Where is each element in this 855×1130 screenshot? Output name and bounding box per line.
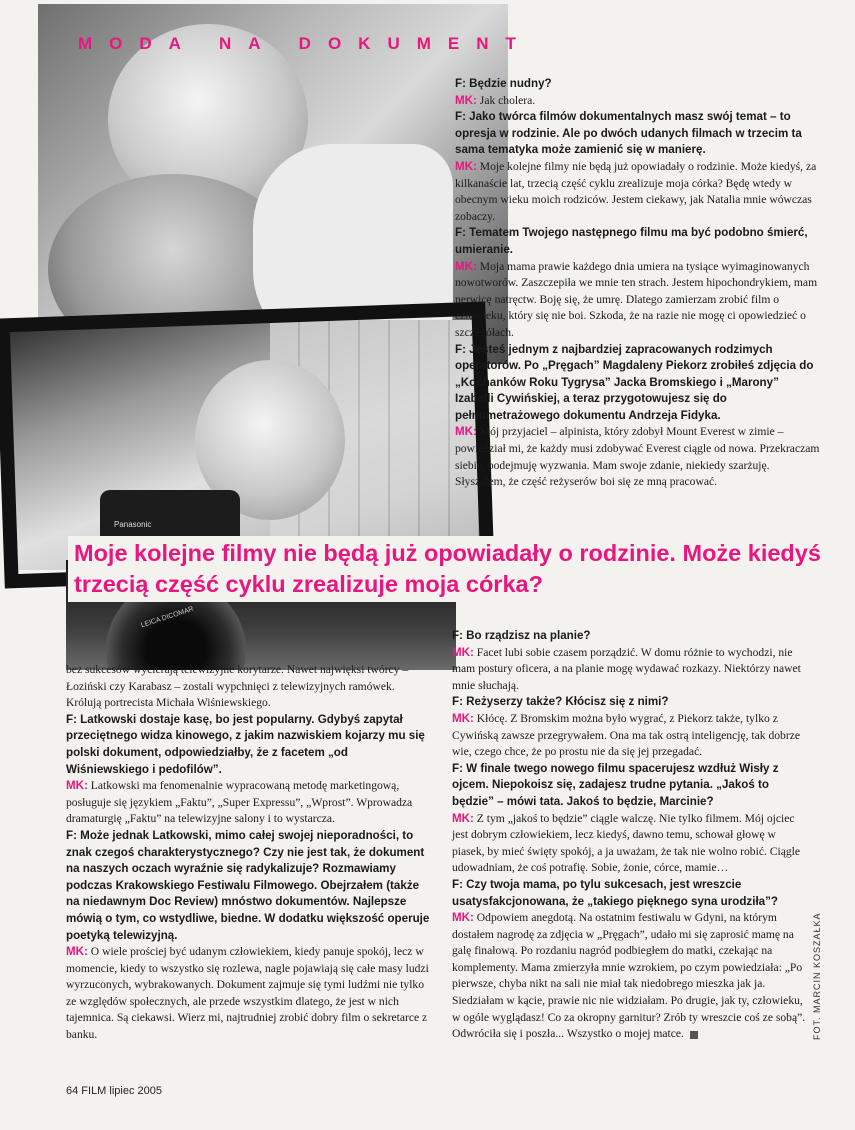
question-paragraph: F: Jako twórca filmów dokumentalnych masz swój temat – to opresja w rodzinie. Ale po dwóch udanych filmach w trzecim ta sama tematyka może zamienić się w manierę. <box>455 110 802 157</box>
answer-paragraph <box>455 259 820 342</box>
speaker-label: MK: <box>455 425 477 439</box>
section-tag: MODA NA DOKUMENT <box>78 34 533 53</box>
speaker-label: MK: <box>66 945 88 959</box>
question-paragraph: F: Będzie nudny? <box>455 77 552 90</box>
answer-text: Kłócę. Z Bromskim można było wygrać, z Piekorz także, tylko z Cywińską zawsze przegrywałem. Ona ma tak ostrą inteligencję, tak dobrze wie, czego chce, że po prostu nie da się jej przegadać. <box>452 711 800 759</box>
answer-text: Moje kolejne filmy nie będą już opowiadały o rodzinie. Może kiedyś, za kilkanaście lat, trzecią część cyklu zrealizuje moja córka? Będę wtedy w obecnym wieku moich rodziców. Jestem ciekawy, jak Natalia mnie wówczas zobaczy. <box>455 159 817 223</box>
speaker-label: MK: <box>455 259 477 273</box>
right-column-top <box>455 76 820 491</box>
answer-paragraph <box>455 93 820 110</box>
answer-paragraph <box>452 910 810 1043</box>
answer-paragraph <box>455 424 820 490</box>
speaker-label: MK: <box>66 779 88 793</box>
speaker-label: MK: <box>452 811 474 825</box>
answer-paragraph <box>66 662 432 712</box>
right-column-bottom <box>452 628 810 1043</box>
answer-text: Z tym „jakoś to będzie” ciągle walczę. Nie tylko filmem. Mój ojciec jest dobrym człowiekiem, lecz kiedyś, dawno temu, schował głowę w piasek, by mieć święty spokój, a ja uważam, że tak nie wolno robić. Ciągle udowadniam, że coś potrafię. Sobie, żonie, córce, mamie… <box>452 811 801 875</box>
answer-text: Moja mama prawie każdego dnia umiera na tysiące wyimaginowanych nowotworów. Zaszczepiła we mnie ten strach. Jestem hipochondrykiem, mam nerwicę natręctw. Boję się, że umrę. Dlatego zamierzam zrobić film o człowieku, który się nie boi. Szkoda, że na razie nie mogę ci opowiedzieć o szczegółach. <box>455 259 818 339</box>
left-column-bottom <box>66 662 432 1044</box>
answer-text: bez sukcesów wycierają telewizyjne korytarze. Nawet najwięksi twórcy – Łoziński czy Karabasz – zostali wypchnięci z telewizyjnych ramówek. Królują portrecista Michała Wiśniewskiego. <box>66 663 409 710</box>
answer-text: Latkowski ma fenomenalnie wypracowaną metodę marketingową, posługuje się językiem „Faktu”, „Super Expressu”, „Wprost”. Wprowadza dramaturgię „Faktu” na telewizyjne salony i to wystarcza. <box>66 779 413 826</box>
answer-paragraph <box>455 159 820 225</box>
camera-label: Panasonic <box>114 520 152 529</box>
answer-paragraph <box>452 645 810 695</box>
answer-text: Mój przyjaciel – alpinista, który zdobył Mount Everest w zimie – powiedział mi, że każdy musi zdobywać Everest ciągle od nowa. Przekraczam siebie, podejmuję wyzwania. Mam swoje zdanie, niekiedy szarżuję. Słyszałem, że część reżyserów boi się ze mną pracować. <box>455 425 820 489</box>
question-paragraph: F: W finale twego nowego filmu spacerujesz wzdłuż Wisły z ojcem. Niepokoisz się, zadajesz trudne pytania. „Jakoś to będzie” – mówi tata. Jakoś to będzie, Marcinie? <box>452 761 779 808</box>
speaker-label: MK: <box>455 159 477 173</box>
answer-text: Odpowiem anegdotą. Na ostatnim festiwalu w Gdyni, na którym dostałem nagrodę za zdjęcia w „Pręgach”, udało mi się zaprosić mamę na galę finałową. Po rozdaniu nagród podbiegłem do matki, czekając na komplementy. Mama zmierzyła mnie wzrokiem, po czym powiedziała: „Po pierwsze, chyba nikt na sali nie miał tak niedobrego mieszka jak ja. Siedziałam w kącie, prawie nic nie widziałam. Po drugie, jak ty, człowieku, w ogóle wyglądasz! Co za okropny garnitur? Zrób ty wreszcie coś ze sobą”. Odwróciła się i poszła... Wszystko o mojej matce. <box>452 911 806 1041</box>
speaker-label: MK: <box>452 911 474 925</box>
photo-credit: FOT. MARCIN KOSZAŁKA <box>812 912 822 1040</box>
question-paragraph: F: Latkowski dostaje kasę, bo jest popularny. Gdybyś zapytał przeciętnego widza kinowego, z jakim nazwiskiem kojarzy mu się polski dokument, odpowiedziałby, że z facetem „od Wiśniewskiego i pedofilów”. <box>66 712 425 776</box>
page-footer: 64 FILM lipiec 2005 <box>66 1085 162 1097</box>
speaker-label: MK: <box>452 645 474 659</box>
end-mark-icon <box>690 1031 698 1039</box>
speaker-label: MK: <box>455 93 477 107</box>
question-paragraph: F: Jesteś jednym z najbardziej zapracowanych rodzimych operatorów. Po „Pręgach” Magdaleny Piekorz zrobiłeś zdjęcia do „Kochanków Roku Tygrysa” Jacka Bromskiego i „Marony” Izabelli Cywińskiej, a teraz przygotowujesz się do pełnometrażowego dokumentu Andrzeja Fidyka. <box>455 342 814 422</box>
question-paragraph: F: Czy twoja mama, po tylu sukcesach, jest wreszcie usatysfakcjonowana, że „takiego pięknego syna urodziła”? <box>452 877 779 908</box>
answer-paragraph <box>452 811 810 877</box>
answer-paragraph <box>66 944 432 1044</box>
answer-text: O wiele prościej być udanym człowiekiem, kiedy panuje spokój, lecz w momencie, kiedy to wszystko się rozlewa, nagle pojawiają się całe masy ludzi wyrzuconych, wybrakowanych. Dokument zajmuje się tymi ludźmi nie tylko ze względów społecznych, ale przede wszystkim dlatego, że jest w nich tajemnica. Są ciekawsi. Wierz mi, najtrudniej zrobić dobry film o sekretarce z banku. <box>66 945 429 1042</box>
pull-quote: Moje kolejne filmy nie będą już opowiadały o rodzinie. Może kiedyś trzecią część cyklu zrealizuje moja córka? <box>68 536 838 602</box>
question-paragraph: F: Może jednak Latkowski, mimo całej swojej nieporadności, to znak czegoś charakterystycznego? Czy nie jest tak, że dokument na naszych oczach wyraźnie się radykalizuje? Rozmawiamy podczas Krakowskiego Festiwalu Filmowego. Obejrzałem (także na niedawnym Doc Review) mnóstwo dokumentów. Najlepsze mówią o tym, co wstydliwe, biedne. W dodatku większość operuje poetyką telewizyjną. <box>66 828 430 942</box>
question-paragraph: F: Tematem Twojego następnego filmu ma być podobno śmierć, umieranie. <box>455 226 808 256</box>
speaker-label: MK: <box>452 711 474 725</box>
question-paragraph: F: Bo rządzisz na planie? <box>452 629 591 642</box>
answer-paragraph <box>452 711 810 761</box>
lens-label: LEICA DICOMAR <box>140 605 195 630</box>
question-paragraph: F: Reżyserzy także? Kłócisz się z nimi? <box>452 695 669 709</box>
answer-paragraph <box>66 778 432 828</box>
answer-text: Facet lubi sobie czasem porządzić. W domu różnie to wychodzi, nie mam postury oficera, a na planie mogę wydawać rozkazy. Niektórzy nawet mnie słuchają. <box>452 645 801 692</box>
answer-text: Jak cholera. <box>476 93 536 107</box>
